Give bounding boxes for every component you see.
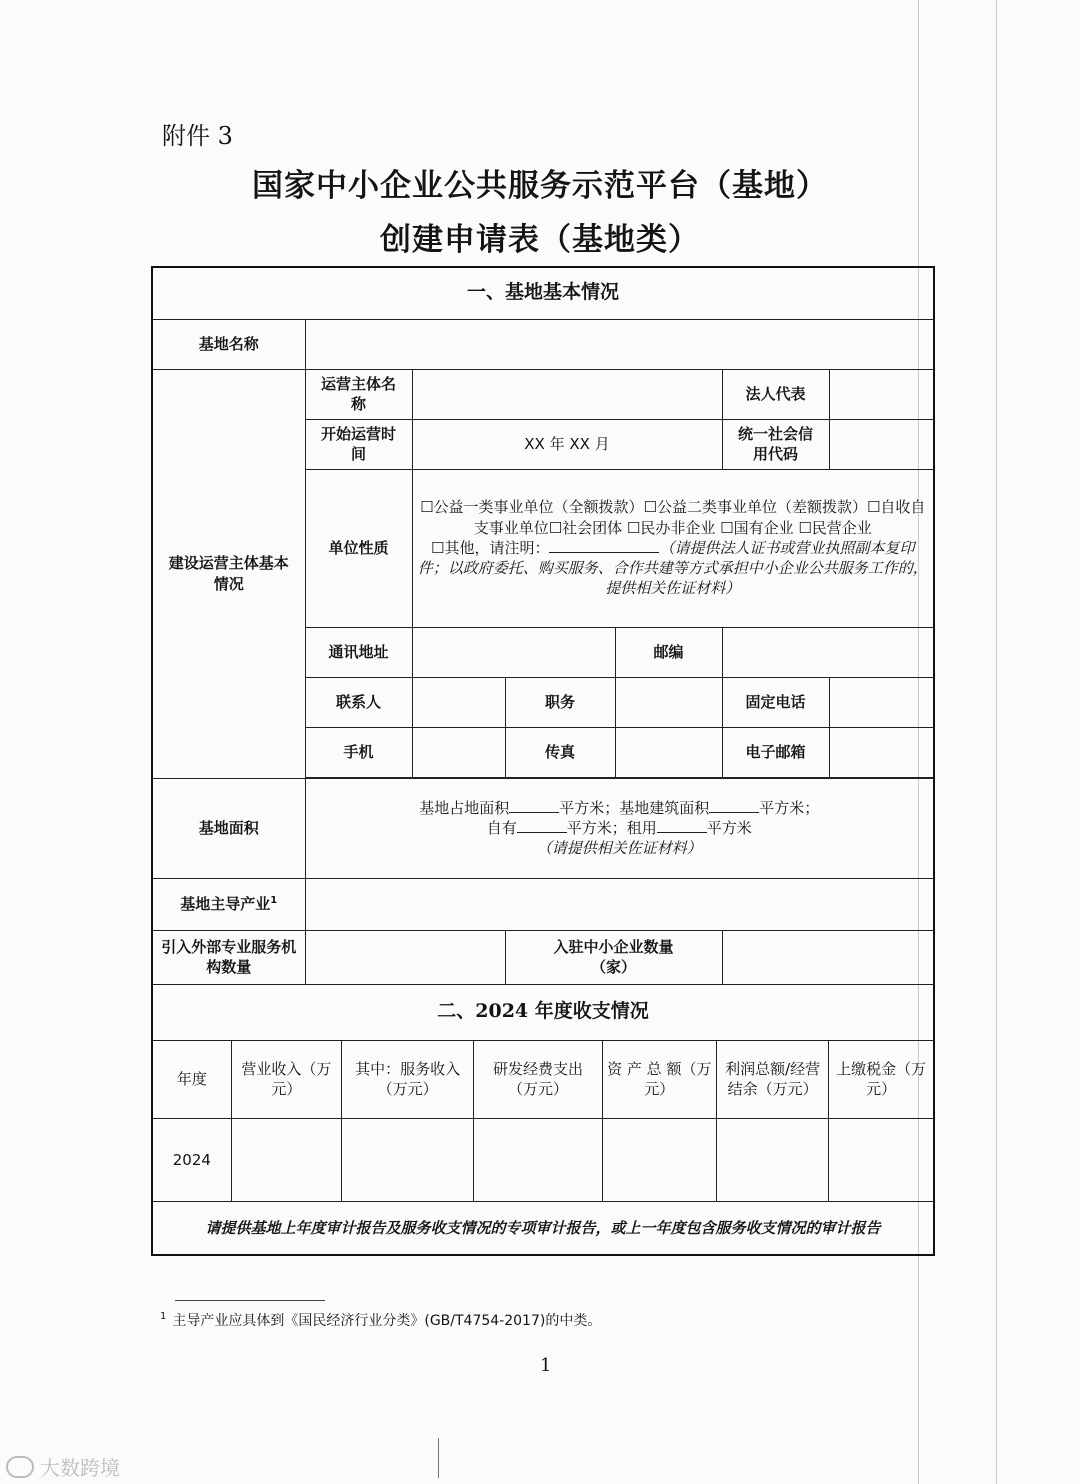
sme-count-field[interactable]	[722, 930, 934, 984]
page-title-line2: 创建申请表（基地类）	[380, 222, 700, 258]
base-name-field[interactable]	[305, 319, 934, 369]
section1-heading: 一、基地基本情况	[152, 267, 934, 319]
page-number: 1	[540, 1355, 552, 1376]
watermark-logo-icon	[6, 1456, 34, 1478]
service-revenue-cell[interactable]	[341, 1119, 473, 1201]
total-assets-cell[interactable]	[602, 1119, 716, 1201]
area-label: 基地面积	[152, 778, 305, 878]
attachment-label: 附件 3	[162, 122, 233, 150]
area-building-label: 基地建筑面积	[619, 798, 710, 817]
contact-field[interactable]	[412, 677, 505, 727]
unit-nature-options-text: ☐公益一类事业单位（全额拨款）☐公益二类事业单位（差额拨款）☐自收自支事业单位☐社会团体 ☐民办非企业 ☐国有企业 ☐民营企业	[420, 498, 926, 537]
page-title-line1: 国家中小企业公共服务示范平台（基地）	[252, 168, 828, 204]
fax-field[interactable]	[615, 727, 722, 777]
col-header-profit: 利润总额/经营结余（万元）	[716, 1041, 828, 1119]
footnote-number: 1	[160, 1311, 167, 1323]
operator-group-label	[152, 369, 305, 778]
finance-table-wrap	[152, 1040, 934, 1201]
footnote-text: 主导产业应具体到《国民经济行业分类》(GB/T4754-2017)的中类。	[172, 1313, 602, 1329]
operator-name-field[interactable]	[412, 369, 722, 419]
year-cell: 2024	[153, 1119, 231, 1201]
email-field[interactable]	[829, 727, 934, 777]
postcode-field[interactable]	[722, 627, 934, 677]
footnote	[160, 1310, 601, 1330]
scan-mark	[438, 1438, 439, 1478]
position-label: 职务	[505, 677, 615, 727]
unit-nature-other: ☐其他，请注明：	[431, 538, 550, 557]
credit-code-text: 统一社会信用代码	[737, 424, 813, 463]
col-header-revenue: 营业收入（万元）	[231, 1041, 341, 1119]
area-unit: 平方米	[706, 818, 752, 837]
col-header-service-revenue: 其中：服务收入（万元）	[341, 1041, 473, 1119]
profit-cell[interactable]	[716, 1119, 828, 1201]
position-field[interactable]	[615, 677, 722, 727]
unit-nature-label: 单位性质	[305, 469, 412, 627]
phone-label: 固定电话	[722, 677, 829, 727]
email-label: 电子邮箱	[722, 727, 829, 777]
legal-rep-label: 法人代表	[722, 369, 829, 419]
mobile-label: 手机	[305, 727, 412, 777]
address-label: 通讯地址	[305, 627, 412, 677]
area-land-label: 基地占地面积	[419, 798, 510, 817]
finance-table	[153, 1041, 933, 1201]
address-field[interactable]	[412, 627, 615, 677]
area-building-blank[interactable]	[709, 812, 759, 813]
application-form-table	[151, 266, 935, 1256]
external-orgs-label: 引入外部专业服务机构数量	[152, 930, 305, 984]
area-rent-label: 租用	[626, 818, 657, 837]
other-blank[interactable]	[549, 552, 659, 553]
footnote-divider	[175, 1300, 325, 1301]
tax-cell[interactable]	[829, 1119, 933, 1201]
watermark	[6, 1452, 120, 1481]
postcode-label: 邮编	[615, 627, 722, 677]
col-header-total-assets: 资 产 总 额（万元）	[602, 1041, 716, 1119]
area-unit: 平方米；	[559, 798, 620, 817]
credit-code-field[interactable]	[829, 419, 934, 469]
operator-name-label	[305, 369, 412, 419]
watermark-text: 大数跨境	[40, 1456, 120, 1480]
start-time-label	[305, 419, 412, 469]
footnote-marker: 1	[270, 894, 278, 906]
sme-count-label	[505, 930, 722, 984]
industry-field[interactable]	[305, 878, 934, 930]
section2-heading: 二、2024 年度收支情况	[152, 984, 934, 1040]
operator-name-text: 运营主体名称	[320, 374, 396, 413]
area-unit: 平方米；	[759, 798, 820, 817]
area-own-label: 自有	[486, 818, 517, 837]
legal-rep-field[interactable]	[829, 369, 934, 419]
area-land-blank[interactable]	[509, 812, 559, 813]
unit-nature-note: （请提供法人证书或营业执照副本复印件；以政府委托、购买服务、合作共建等方式承担中小企业公共服务工作的，提供相关佐证材料）	[417, 538, 928, 598]
revenue-cell[interactable]	[231, 1119, 341, 1201]
col-header-tax: 上缴税金（万元）	[829, 1041, 933, 1119]
contact-label: 联系人	[305, 677, 412, 727]
base-name-label: 基地名称	[152, 319, 305, 369]
unit-nature-options[interactable]	[412, 469, 934, 627]
area-note: （请提供相关佐证材料）	[536, 839, 702, 858]
col-header-rd-expense: 研发经费支出（万元）	[474, 1041, 602, 1119]
mobile-field[interactable]	[412, 727, 505, 777]
start-time-value[interactable]: XX 年 XX 月	[412, 419, 722, 469]
area-unit: 平方米；	[566, 818, 627, 837]
external-orgs-field[interactable]	[305, 930, 505, 984]
credit-code-label	[722, 419, 829, 469]
industry-label	[152, 878, 305, 930]
area-content	[305, 778, 934, 878]
phone-field[interactable]	[829, 677, 934, 727]
area-rent-blank[interactable]	[657, 832, 707, 833]
rd-expense-cell[interactable]	[474, 1119, 602, 1201]
start-time-text: 开始运营时间	[320, 424, 396, 463]
fax-label: 传真	[505, 727, 615, 777]
col-header-year: 年度	[153, 1041, 231, 1119]
operator-group-text: 建设运营主体基本情况	[168, 554, 289, 593]
audit-remark: 请提供基地上年度审计报告及服务收支情况的专项审计报告，或上一年度包含服务收支情况的审计报告	[152, 1201, 934, 1255]
sme-count-text: 入驻中小企业数量（家）	[553, 937, 674, 976]
industry-label-text: 基地主导产业	[180, 894, 271, 913]
area-own-blank[interactable]	[517, 832, 567, 833]
